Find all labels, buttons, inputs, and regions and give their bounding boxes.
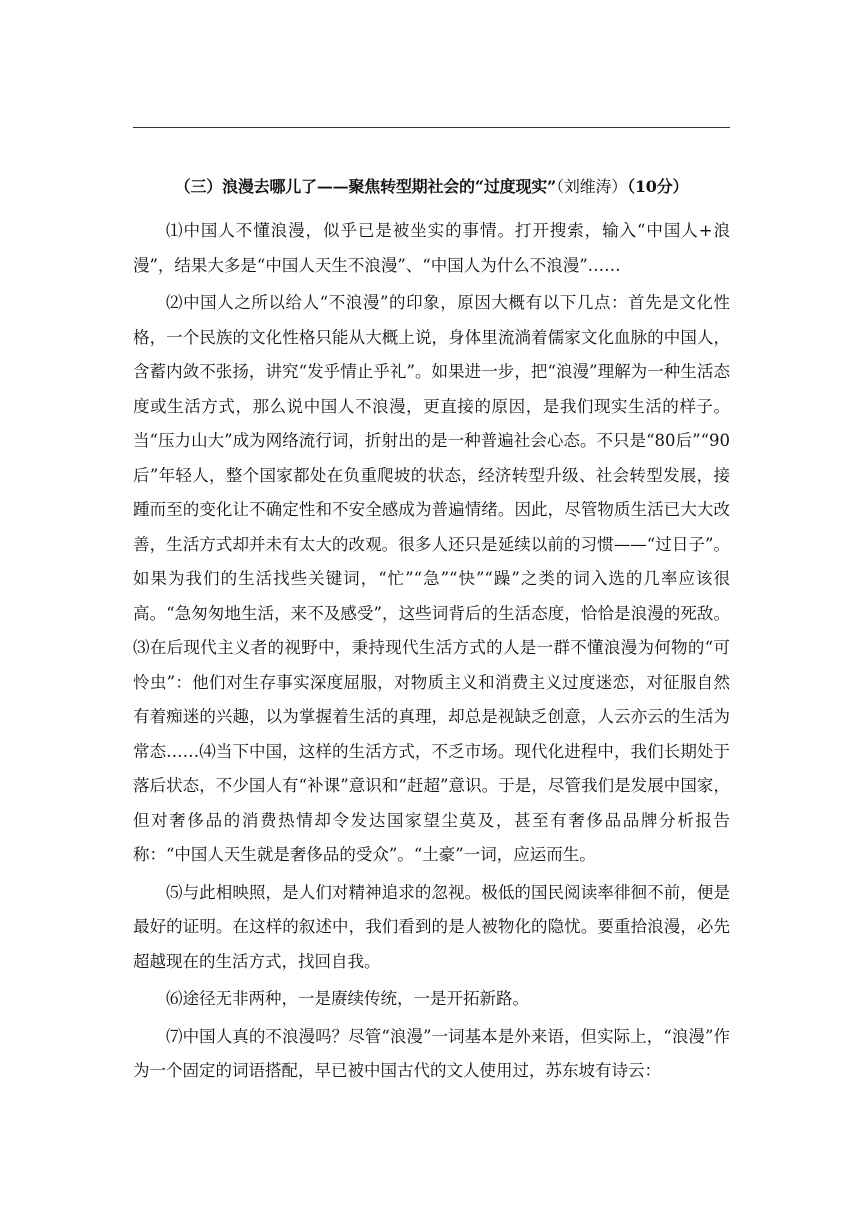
- paragraph-5: ⑺中国人真的不浪漫吗？尽管“浪漫”一词基本是外来语，但实际上，“浪漫”作为一个固定的词语搭配，早已被中国古代的文人使用过，苏东坡有诗云：: [133, 1026, 730, 1080]
- title-score: （10分）: [627, 177, 689, 196]
- paragraph-1: ⑴中国人不懂浪漫，似乎已是被坐实的事情。打开搜索，输入“中国人+浪漫”，结果大多是“中国人天生不浪漫”、“中国人为什么不浪漫”……: [133, 221, 730, 275]
- article: [133, 174, 730, 1092]
- paragraph-2: ⑵中国人之所以给人“不浪漫”的印象，原因大概有以下几点：首先是文化性格，一个民族的文化性格只能从大概上说，身体里流淌着儒家文化血脉的中国人，含蓄内敛不张扬，讲究“发乎情止乎礼”。如果进一步，把“浪漫”理解为一种生活态度或生活方式，那么说中国人不浪漫，更直接的原因，是我们现实生活的样子。当“压力山大”成为网络流行词，折射出的是一种普遍社会心态。不只是“80后”“90后”年轻人，整个国家都处在负重爬坡的状态，经济转型升级、社会转型发展，接踵而至的变化让不确定性和不安全感成为普遍情绪。因此，尽管物质生活已大大改善，生活方式却并未有太大的改观。很多人还只是延续以前的习惯——“过日子”。如果为我们的生活找些关键词，“忙”“急”“快”“躁”之类的词入选的几率应该很高。“急匆匆地生活，来不及感受”，这些词背后的生活态度，恰恰是浪漫的死敌。⑶在后现代主义者的视野中，秉持现代生活方式的人是一群不懂浪漫为何物的“可怜虫”：他们对生存事实深度屈服，对物质主义和消费主义过度迷恋，对征服自然有着痴迷的兴趣，以为掌握着生活的真理，却总是视缺乏创意，人云亦云的生活为常态……⑷当下中国，这样的生活方式，不乏市场。现代化进程中，我们长期处于落后状态，不少国人有“补课”意识和“赶超”意识。于是，尽管我们是发展中国家，但对奢侈品的消费热情却令发达国家望尘莫及，甚至有奢侈品品牌分析报告称：“中国人天生就是奢侈品的受众”。“土豪”一词，应运而生。: [133, 293, 730, 864]
- title-main: （三）浪漫去哪儿了——聚焦转型期社会的“过度现实”: [174, 177, 557, 196]
- section-title: [133, 174, 730, 200]
- paragraph-4: ⑹途径无非两种，一是赓续传统，一是开拓新路。: [166, 989, 529, 1008]
- title-author: （刘维涛）: [556, 177, 628, 196]
- paragraph-3: ⑸与此相映照，是人们对精神追求的忽视。极低的国民阅读率徘徊不前，便是最好的证明。在这样的叙述中，我们看到的是人被物化的隐忧。要重拾浪漫，必先超越现在的生活方式，找回自我。: [133, 882, 730, 971]
- header-rule: [133, 127, 730, 128]
